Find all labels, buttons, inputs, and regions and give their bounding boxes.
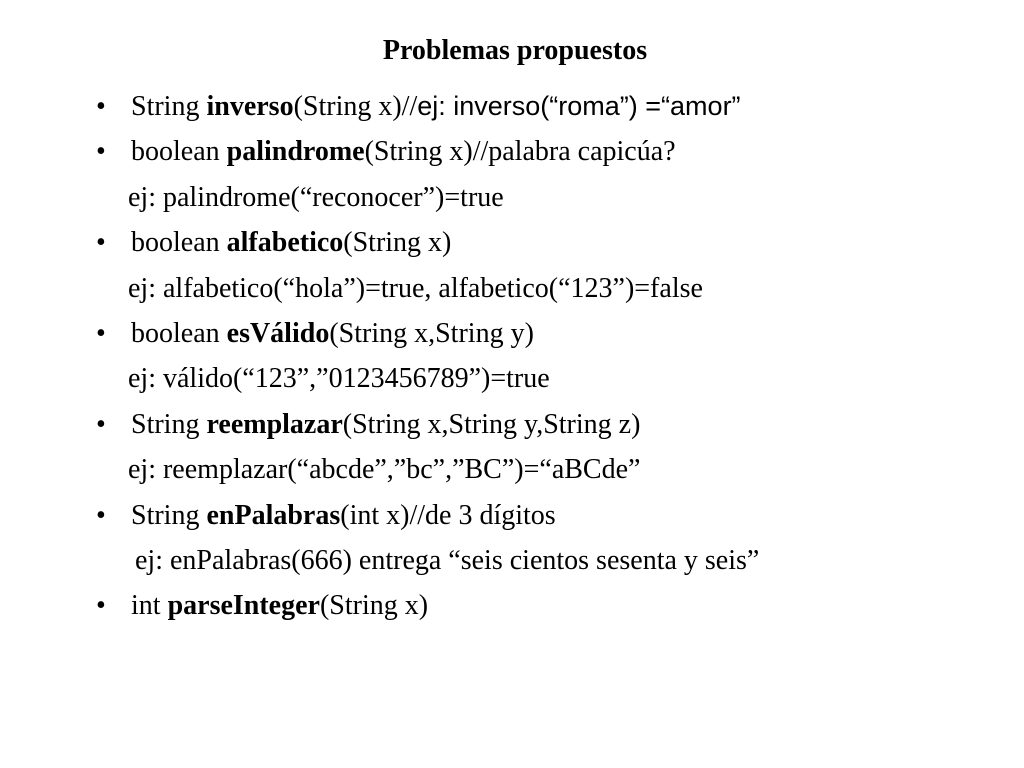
return-type: boolean bbox=[131, 136, 227, 168]
signature-enpalabras bbox=[131, 493, 556, 538]
signature-reemplazar bbox=[131, 402, 640, 447]
parameters: (String x) bbox=[319, 590, 429, 622]
bullet-icon: • bbox=[96, 227, 106, 259]
example-comment: ej: inverso(“roma”) =“amor” bbox=[417, 91, 741, 121]
example-reemplazar bbox=[96, 447, 996, 492]
bullet-icon: • bbox=[96, 408, 106, 440]
return-type: boolean bbox=[131, 227, 227, 259]
return-type: String bbox=[131, 91, 207, 122]
example-alfabetico bbox=[96, 266, 996, 311]
signature-alfabetico bbox=[131, 220, 451, 265]
return-type: int bbox=[131, 590, 168, 622]
list-item-esvalido bbox=[96, 311, 996, 356]
slide-title: Problemas propuestos bbox=[382, 35, 648, 66]
list-item-alfabetico bbox=[96, 220, 996, 265]
example-esvalido bbox=[96, 356, 996, 401]
signature-palindrome bbox=[131, 129, 676, 174]
list-item-enpalabras bbox=[96, 493, 996, 538]
example-text: ej: reemplazar(“abcde”,”bc”,”BC”)=“aBCde” bbox=[128, 454, 641, 486]
signature-parseinteger bbox=[131, 583, 428, 628]
example-text: ej: alfabetico(“hola”)=true, alfabetico(“123”)=false bbox=[128, 272, 703, 304]
function-name: parseInteger bbox=[167, 590, 320, 622]
example-palindrome bbox=[96, 175, 996, 220]
function-name: enPalabras bbox=[206, 499, 341, 531]
bullet-icon: • bbox=[96, 91, 106, 122]
parameters: (String x)// bbox=[293, 91, 418, 122]
function-name: esVálido bbox=[226, 317, 330, 349]
list-item-inverso bbox=[96, 84, 996, 129]
return-type: String bbox=[131, 499, 207, 531]
function-name: palindrome bbox=[226, 136, 365, 168]
parameters: (int x)//de 3 dígitos bbox=[340, 499, 556, 531]
signature-inverso bbox=[131, 84, 741, 129]
parameters: (String x,String y) bbox=[329, 317, 534, 349]
bullet-icon: • bbox=[96, 499, 106, 531]
parameters: (String x,String y,String z) bbox=[342, 408, 641, 440]
problem-list bbox=[96, 84, 996, 629]
bullet-icon: • bbox=[96, 136, 106, 168]
example-text: ej: válido(“123”,”0123456789”)=true bbox=[128, 363, 550, 395]
function-name: inverso bbox=[206, 91, 294, 122]
bullet-icon: • bbox=[96, 590, 106, 622]
list-item-reemplazar bbox=[96, 402, 996, 447]
function-name: alfabetico bbox=[226, 227, 344, 259]
function-name: reemplazar bbox=[206, 408, 343, 440]
parameters: (String x)//palabra capicúa? bbox=[364, 136, 676, 168]
return-type: String bbox=[131, 408, 207, 440]
example-enpalabras bbox=[96, 538, 996, 583]
parameters: (String x) bbox=[343, 227, 452, 259]
signature-esvalido bbox=[131, 311, 534, 356]
example-text: ej: enPalabras(666) entrega “seis cientos sesenta y seis” bbox=[135, 544, 760, 576]
example-text: ej: palindrome(“reconocer”)=true bbox=[128, 181, 504, 213]
bullet-icon: • bbox=[96, 317, 106, 349]
list-item-palindrome bbox=[96, 129, 996, 174]
return-type: boolean bbox=[131, 317, 227, 349]
list-item-parseinteger bbox=[96, 583, 996, 628]
